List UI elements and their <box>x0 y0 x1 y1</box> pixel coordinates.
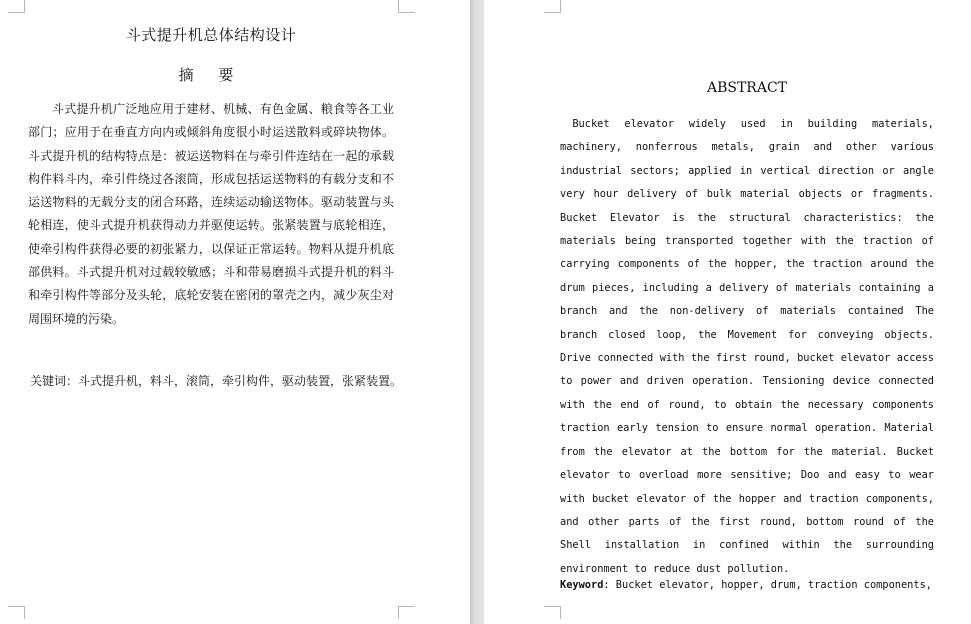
page-gutter <box>470 0 484 624</box>
chinese-abstract-page <box>0 0 470 624</box>
abstract-body: Bucket elevator widely used in building materials, machinery, nonferrous metals, grain and other various industrial sectors; applied in vertical direction or angle very hour delivery of bulk material objects or fragments. Bucket Elevator is the structural characteristics: the materials being transported together with the traction of carrying components of the hopper, the traction around the drum pieces, including a delivery of materials containing a branch and the non-delivery of materials contained The branch closed loop, the Movement for conveying objects. Drive connected with the first round, bucket elevator access to power and driven operation. Tensioning device connected with the end of round, to obtain the necessary components traction early tension to ensure normal operation. Material from the elevator at the bottom for the material. Bucket elevator to overload more sensitive; Doo and easy to wear with bucket elevator of the hopper and traction components, and other parts of the first round, bottom round of the Shell installation in confined within the surrounding environment to reduce dust pollution. <box>560 118 934 575</box>
keywords-text: : Bucket elevator, hopper, drum, traction components, <box>603 579 932 591</box>
crop-mark-top-left <box>544 0 561 13</box>
abstract-title: ABSTRACT <box>706 80 788 96</box>
abstract-heading: 摘 要 <box>178 66 244 84</box>
keywords-label: 关键词： <box>30 374 79 388</box>
crop-mark-top-left <box>8 0 25 13</box>
keywords-text: 斗式提升机，料斗，滚筒，牵引构件，驱动装置，张紧装置。 <box>78 374 403 388</box>
crop-mark-bottom-left <box>544 606 561 619</box>
document-title: 斗式提升机总体结构设计 <box>125 26 297 44</box>
keywords-line <box>30 371 410 391</box>
keywords-line <box>560 574 934 597</box>
abstract-body: 斗式提升机广泛地应用于建材、机械、有色金属、粮食等各工业部门；应用于在垂直方向内或倾斜角度很小时运送散料或碎块物体。斗式提升机的结构特点是：被运送物料在与牵引件连结在一起的承载构件料斗内，牵引件绕过各滚筒，形成包括运送物料的有载分支和不运送物料的无载分支的闭合环路，连续运动输送物体。驱动装置与头轮相连，使斗式提升机获得动力并驱使运转。张紧装置与底轮相连，使牵引构件获得必要的初张紧力，以保证正常运转。物料从提升机底部供料。斗式提升机对过载较敏感；斗和带易磨损斗式提升机的料斗和牵引构件等部分及头轮，底轮安装在密闭的罩壳之内，减少灰尘对周围环境的污染。 <box>28 102 394 326</box>
crop-mark-bottom-right <box>398 606 415 619</box>
crop-mark-bottom-left <box>8 606 25 619</box>
keywords-label: Keyword <box>560 579 604 591</box>
english-abstract-page <box>484 0 971 624</box>
crop-mark-top-right <box>398 0 415 13</box>
